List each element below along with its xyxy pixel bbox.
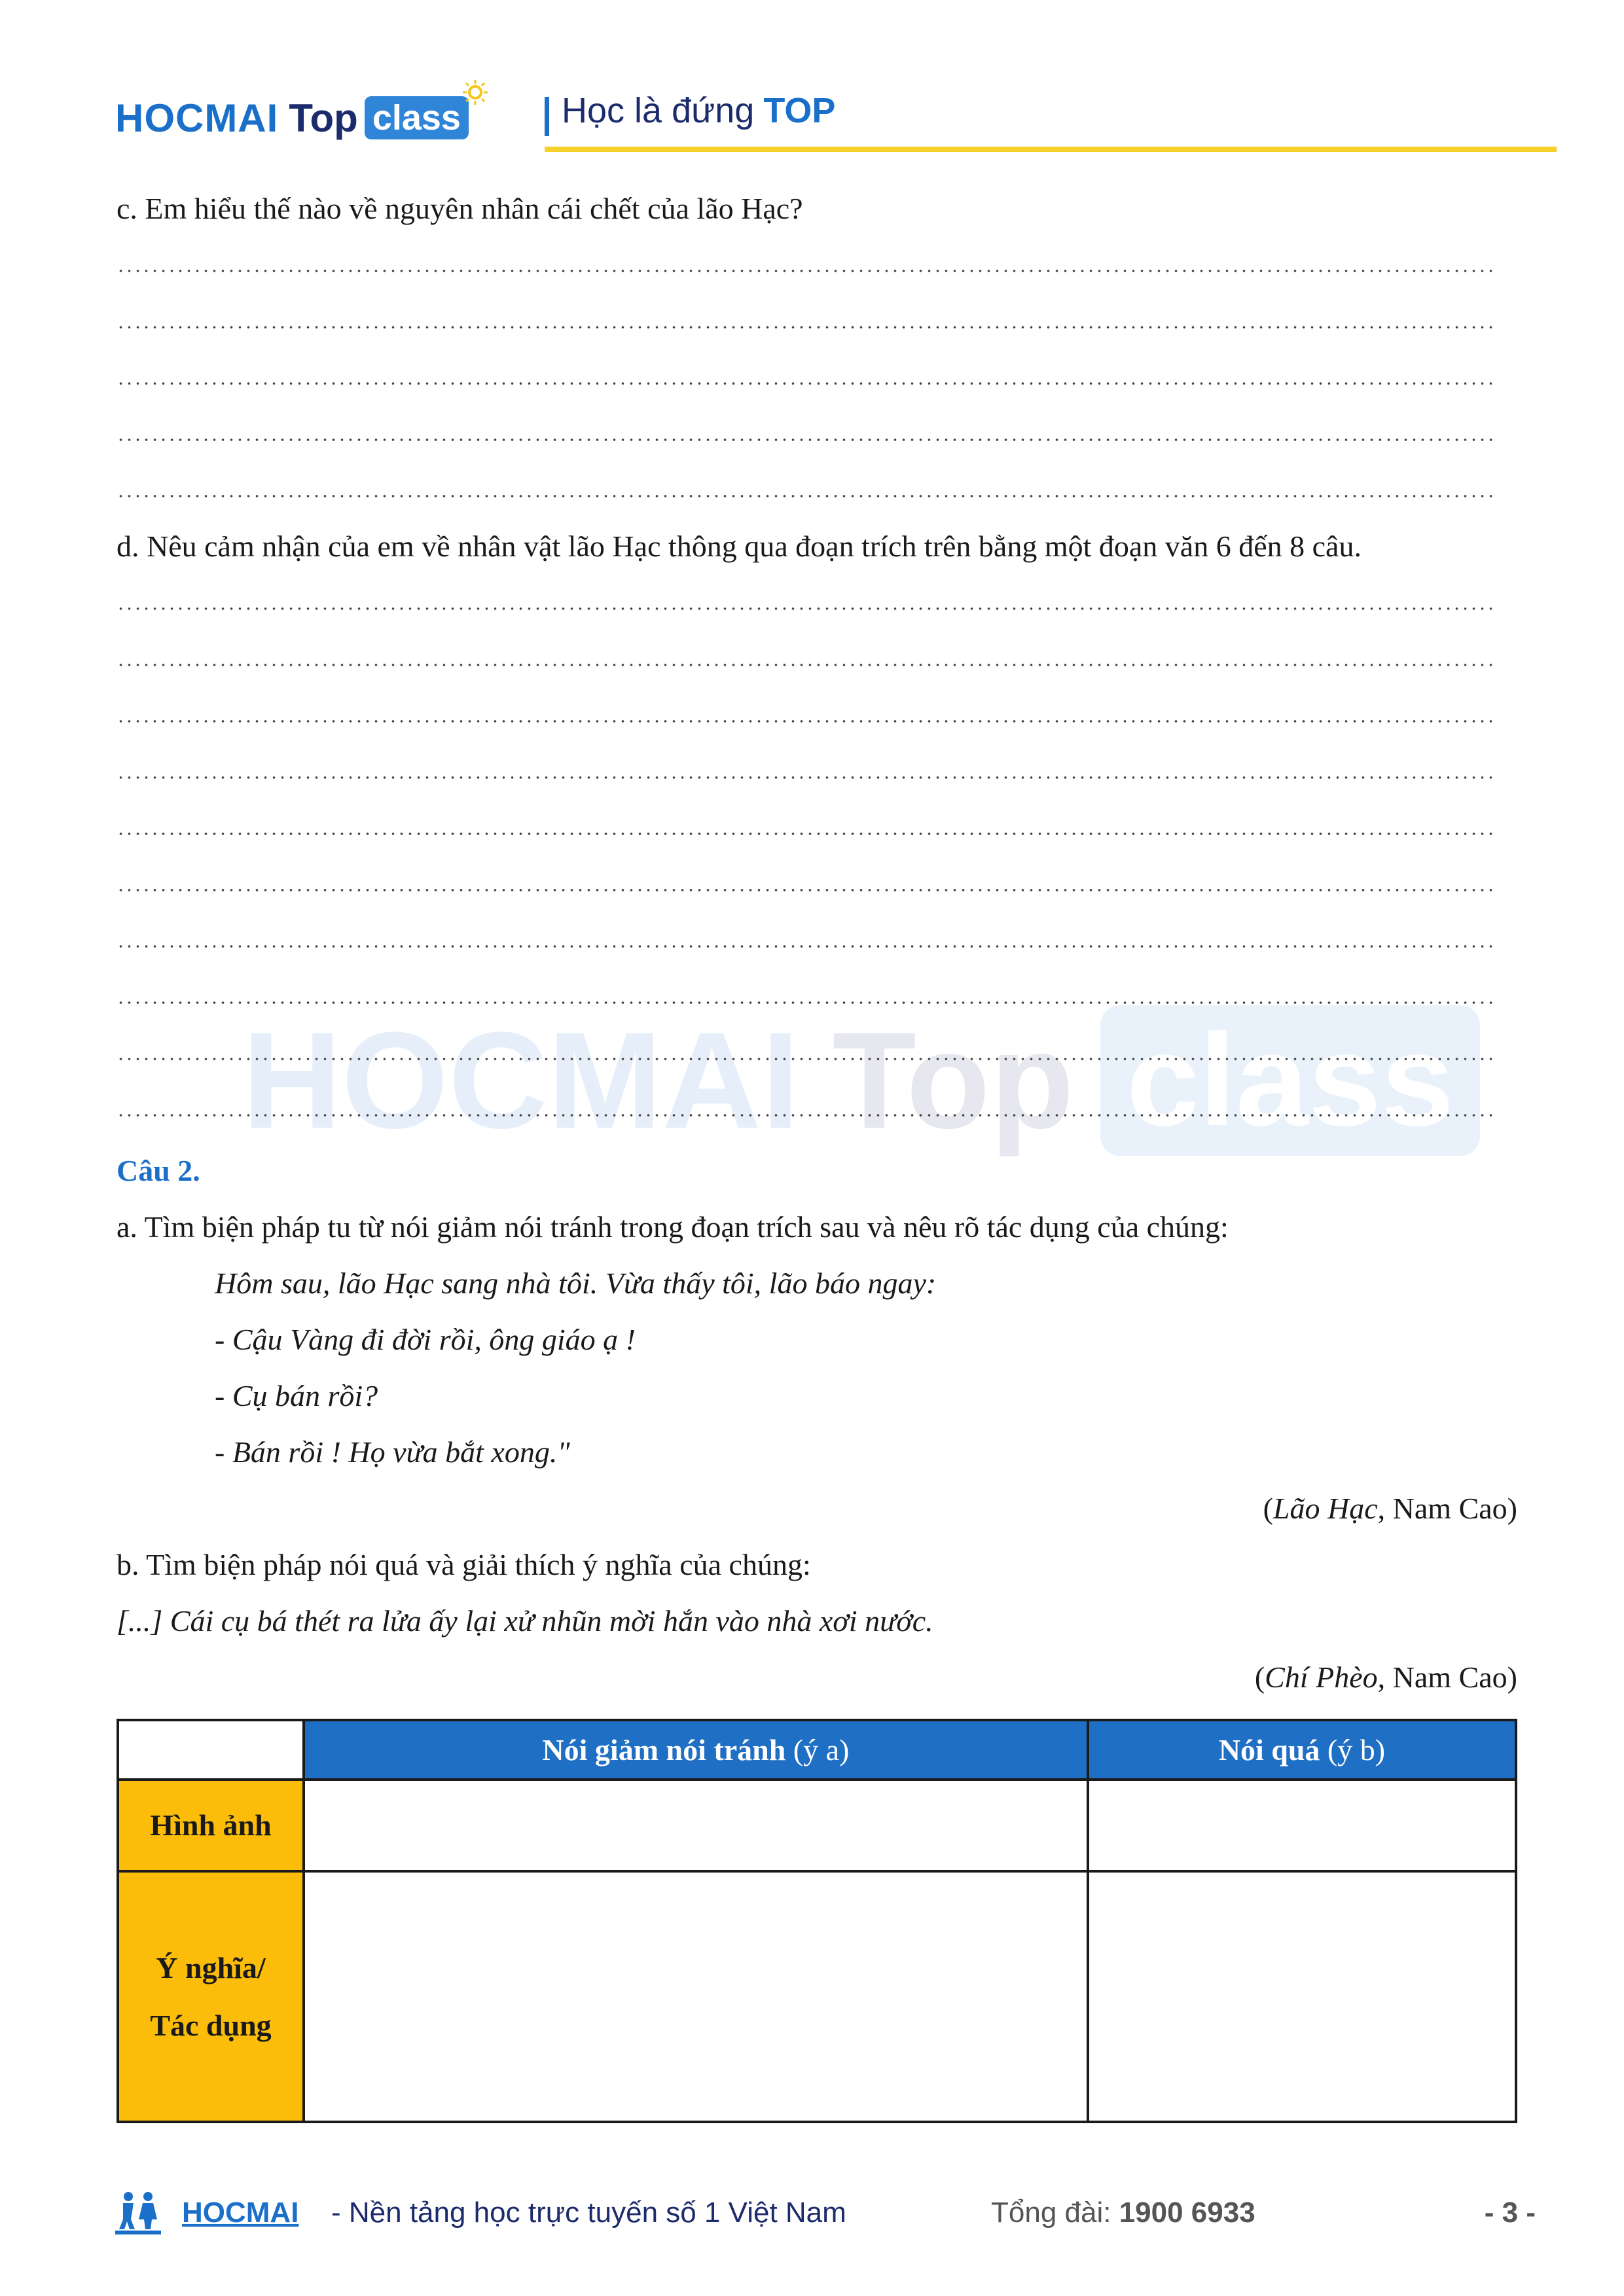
header-note: (ý a): [785, 1732, 850, 1767]
watermark-hocmai: HOCMAI: [242, 1003, 800, 1157]
answer-line[interactable]: [117, 707, 1498, 726]
hocmai-topclass-logo: [115, 92, 469, 144]
cau-2-heading: Câu 2.: [117, 1154, 200, 1187]
table-header-noi-qua: [1088, 1720, 1516, 1780]
source-citation-b: [1255, 1660, 1517, 1695]
question-2b: b. Tìm biện pháp nói quá và giải thích ý nghĩa của chúng:: [117, 1548, 811, 1581]
row-header-y-nghia: [118, 1871, 304, 2122]
citation-open: (: [1263, 1492, 1273, 1525]
excerpt-line: - Cụ bán rồi?: [215, 1379, 378, 1412]
question-c: c. Em hiểu thế nào về nguyên nhân cái chết của lão Hạc?: [117, 192, 803, 225]
header-underline: [545, 147, 1557, 152]
answer-line[interactable]: [117, 369, 1498, 389]
footer-brand-link[interactable]: HOCMAI: [182, 2197, 299, 2229]
logo-top-text: Top: [289, 96, 358, 140]
answer-line[interactable]: [117, 1045, 1498, 1064]
page-number: - 3 -: [1484, 2197, 1536, 2229]
excerpt-line: - Bán rồi ! Họ vừa bắt xong.": [215, 1435, 570, 1469]
logo-class-text: class: [372, 98, 461, 137]
citation-open: (: [1254, 1660, 1265, 1694]
row-header-line: Ý nghĩa/: [156, 1951, 266, 1985]
logo-hocmai-text: HOCMAI: [115, 96, 279, 140]
excerpt-line: - Cậu Vàng đi đời rồi, ông giáo ạ !: [215, 1323, 636, 1356]
watermark-top: Top: [832, 1003, 1074, 1157]
row-header-line: Tác dụng: [150, 2008, 272, 2042]
slogan-divider: [545, 97, 549, 136]
header-note: (ý b): [1320, 1732, 1386, 1767]
answer-cell[interactable]: [304, 1780, 1088, 1872]
citation-author: , Nam Cao): [1377, 1660, 1517, 1694]
answer-line[interactable]: [117, 425, 1498, 445]
logo-class-badge: [365, 96, 469, 139]
question-d: d. Nêu cảm nhận của em về nhân vật lão Hạc thông qua đoạn trích trên bằng một đoạn văn 6 đến 8 câu.: [117, 529, 1362, 563]
watermark-logo: [242, 1001, 1480, 1160]
answer-line[interactable]: [117, 1101, 1498, 1121]
excerpt-line: Hôm sau, lão Hạc sang nhà tôi. Vừa thấy tôi, lão báo ngay:: [215, 1266, 937, 1300]
question-2a: a. Tìm biện pháp tu từ nói giảm nói tránh trong đoạn trích sau và nêu rõ tác dụng của chúng:: [117, 1210, 1229, 1244]
excerpt-b: [...] Cái cụ bá thét ra lửa ấy lại xử nhũn mời hắn vào nhà xơi nước.: [117, 1604, 933, 1638]
answer-line[interactable]: [117, 876, 1498, 895]
answer-line[interactable]: [117, 988, 1498, 1008]
citation-author: , Nam Cao): [1377, 1492, 1517, 1525]
hocmai-people-icon: [115, 2190, 161, 2236]
answer-cell[interactable]: [304, 1871, 1088, 2122]
footer-tagline: - Nền tảng học trực tuyến số 1 Việt Nam: [331, 2197, 846, 2229]
answer-line[interactable]: [117, 932, 1498, 952]
answer-cell[interactable]: [1088, 1780, 1516, 1872]
answer-line[interactable]: [117, 763, 1498, 783]
slogan-prefix: Học là đứng: [562, 91, 755, 130]
answer-line[interactable]: [117, 651, 1498, 670]
answer-table: [117, 1719, 1517, 2123]
answer-line[interactable]: [117, 313, 1498, 332]
hotline-label: Tổng đài:: [991, 2197, 1119, 2229]
page-footer: [115, 2186, 1536, 2238]
citation-title: Chí Phèo: [1265, 1660, 1378, 1694]
answer-cell[interactable]: [1088, 1871, 1516, 2122]
answer-line[interactable]: [117, 819, 1498, 839]
slogan: [562, 90, 835, 131]
slogan-highlight: TOP: [763, 91, 836, 130]
watermark-class: class: [1100, 1005, 1481, 1156]
answer-line[interactable]: [117, 594, 1498, 614]
hotline-number: 1900 6933: [1119, 2197, 1255, 2229]
row-header-hinh-anh: Hình ảnh: [118, 1780, 304, 1872]
header-label: Nói giảm nói tránh: [542, 1732, 786, 1767]
citation-title: Lão Hạc: [1272, 1492, 1378, 1525]
table-header-noi-giam: [304, 1720, 1088, 1780]
source-citation-a: [1263, 1491, 1517, 1526]
table-corner-cell: [118, 1720, 304, 1780]
page-header: [115, 72, 1557, 157]
sun-icon: [462, 79, 488, 105]
header-label: Nói quá: [1218, 1732, 1320, 1767]
footer-hotline: [991, 2197, 1255, 2229]
answer-line[interactable]: [117, 482, 1498, 501]
answer-line[interactable]: [117, 257, 1498, 276]
